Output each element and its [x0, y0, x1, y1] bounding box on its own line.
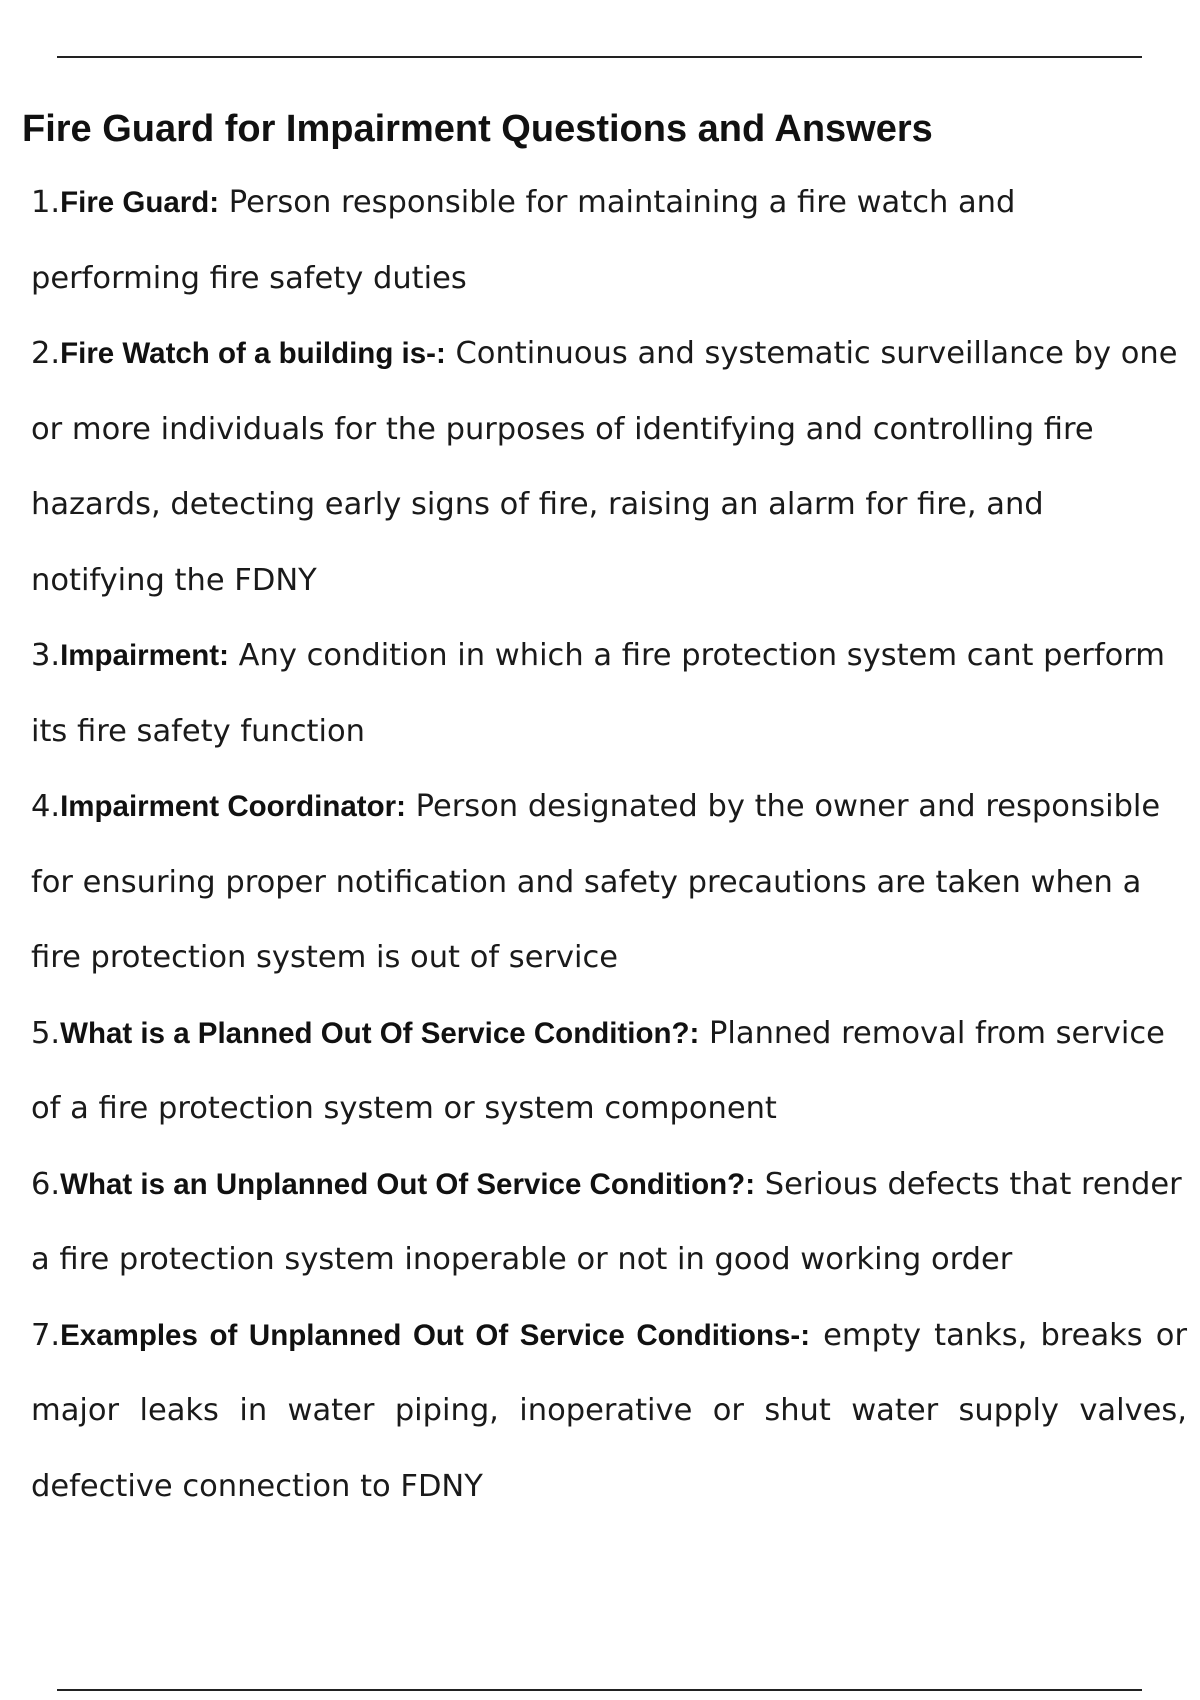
answer-text: Planned removal from service of a fire protection system or system component [31, 1015, 1165, 1126]
page-title: Fire Guard for Impairment Questions and Answers [22, 108, 933, 150]
question-term: What is an Unplanned Out Of Service Condition?: [60, 1167, 756, 1201]
qa-item-6 [31, 1147, 1187, 1298]
qa-item-2 [31, 316, 1187, 618]
question-term: Impairment Coordinator: [60, 790, 406, 823]
question-term: Fire Watch of a building is-: [60, 337, 446, 370]
answer-text: Person designated by the owner and responsible for ensuring proper notification and safety precautions are taken when a fire protection system is out of service [31, 789, 1161, 975]
item-number: 7. [31, 1317, 61, 1353]
answer-text: Any condition in which a fire protection system cant perform its fire safety function [31, 638, 1165, 749]
item-number: 3. [31, 638, 61, 673]
answer-text: empty tanks, breaks or major leaks in water piping, inoperative or shut water supply valves, defective connection to FDNY [31, 1317, 1188, 1504]
question-term: Examples of Unplanned Out Of Service Conditions-: [60, 1318, 811, 1352]
question-term: Impairment: [60, 639, 229, 672]
item-number: 2. [31, 336, 61, 371]
question-term: What is a Planned Out Of Service Condition?: [60, 1016, 700, 1050]
question-term: Fire Guard: [60, 186, 220, 219]
qa-item-3 [31, 618, 1187, 769]
answer-text: Serious defects that render a fire protection system inoperable or not in good working order [31, 1166, 1182, 1277]
footer-rule [57, 1689, 1142, 1691]
qa-item-7 [31, 1298, 1187, 1525]
answer-text: Person responsible for maintaining a fire watch and performing fire safety duties [31, 185, 1016, 296]
header-rule [57, 56, 1142, 58]
qa-item-4 [31, 769, 1187, 996]
answer-text: Continuous and systematic surveillance by one or more individuals for the purposes of identifying and controlling fire hazards, detecting early signs of fire, raising an alarm for fire, and notifying the FDNY [31, 336, 1178, 598]
item-number: 5. [31, 1015, 61, 1051]
qa-item-1 [31, 165, 1187, 316]
item-number: 4. [31, 789, 61, 824]
qa-list [31, 165, 1187, 1524]
item-number: 1. [31, 185, 61, 220]
item-number: 6. [31, 1166, 61, 1202]
qa-item-5 [31, 996, 1187, 1147]
